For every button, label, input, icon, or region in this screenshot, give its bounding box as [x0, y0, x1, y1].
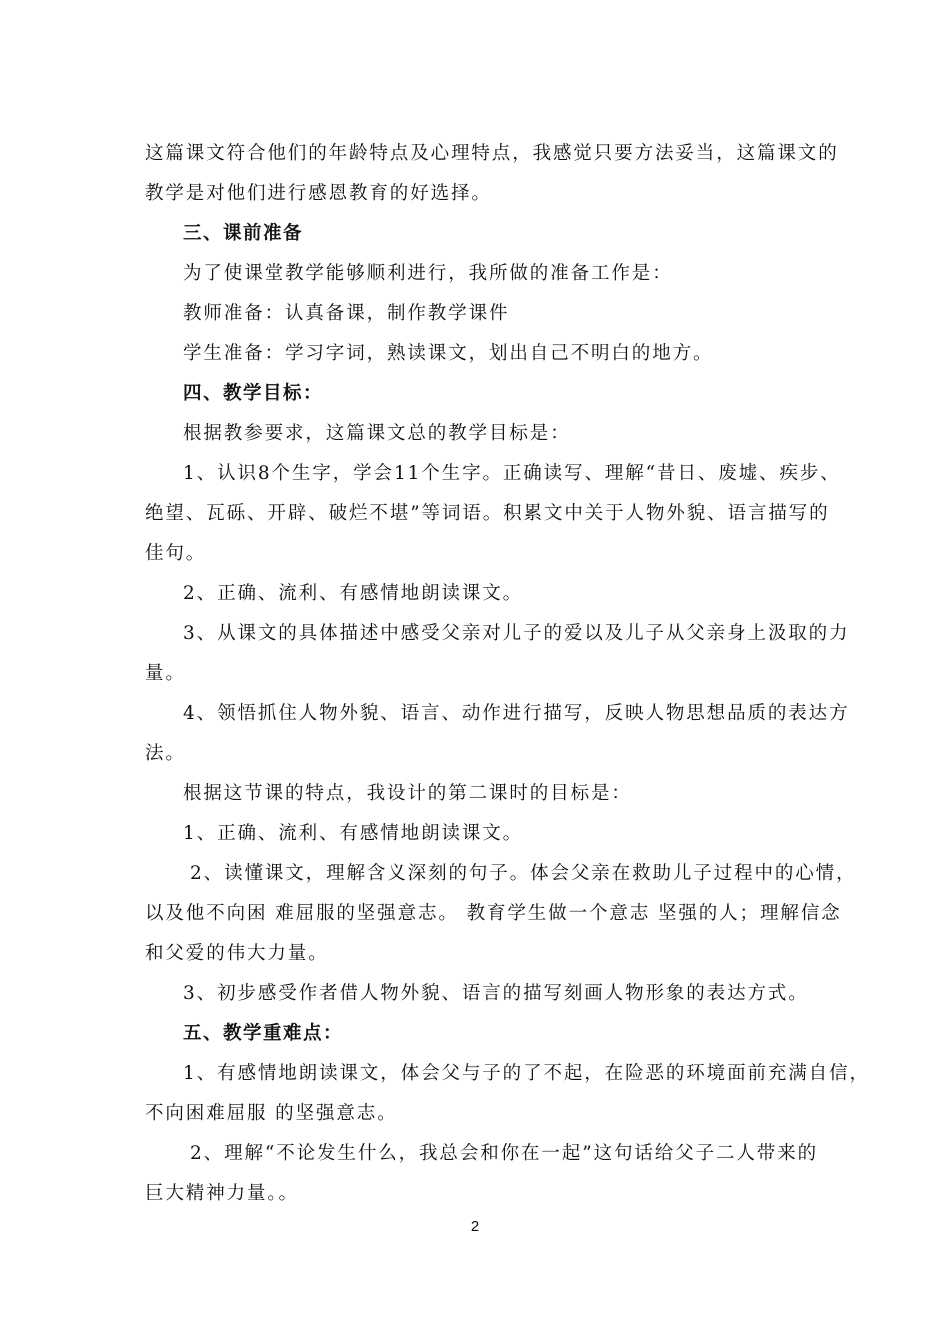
body-line: 1、有感情地朗读课文，体会父与子的了不起，在险恶的环境面前充满自信，: [183, 1063, 870, 1084]
body-line: 3、从课文的具体描述中感受父亲对儿子的爱以及儿子从父亲身上汲取的力: [183, 623, 850, 644]
body-line: 绝望、瓦砾、开辟、破烂不堪”等词语。积累文中关于人物外貌、语言描写的: [145, 503, 830, 524]
body-line: 学生准备：学习字词，熟读课文，划出自己不明白的地方。: [183, 343, 714, 364]
page-number: 2: [470, 1218, 480, 1235]
section-heading: 五、教学重难点：: [183, 1023, 344, 1044]
body-line: 1、正确、流利、有感情地朗读课文。: [183, 823, 524, 844]
body-line: 以及他不向困 难屈服的坚强意志。 教育学生做一个意志 坚强的人；理解信念: [145, 903, 842, 924]
body-line: 不向困难屈服 的坚强意志。: [145, 1103, 398, 1124]
body-line: 和父爱的伟大力量。: [145, 943, 329, 964]
body-line: 巨大精神力量。。: [145, 1183, 299, 1204]
body-line: 法。: [145, 743, 186, 764]
body-line: 根据教参要求，这篇课文总的教学目标是：: [183, 423, 571, 444]
body-line: 教师准备：认真备课，制作教学课件: [183, 303, 510, 324]
body-line: 2、读懂课文，理解含义深刻的句子。体会父亲在救助儿子过程中的心情，: [190, 863, 857, 884]
section-heading: 四、教学目标：: [183, 383, 324, 404]
body-line: 量。: [145, 663, 186, 684]
body-line: 1、认识8个生字，学会11个生字。正确读写、理解“昔日、废墟、疾步、: [183, 463, 841, 484]
body-line: 佳句。: [145, 543, 207, 564]
body-line: 根据这节课的特点，我设计的第二课时的目标是：: [183, 783, 632, 804]
body-line: 4、领悟抓住人物外貌、语言、动作进行描写，反映人物思想品质的表达方: [183, 703, 850, 724]
body-line: 为了使课堂教学能够顺利进行，我所做的准备工作是：: [183, 263, 673, 284]
body-line: 教学是对他们进行感恩教育的好选择。: [145, 183, 492, 204]
section-heading: 三、课前准备: [183, 223, 304, 244]
body-line: 2、正确、流利、有感情地朗读课文。: [183, 583, 524, 604]
body-line: 这篇课文符合他们的年龄特点及心理特点，我感觉只要方法妥当，这篇课文的: [145, 143, 839, 164]
body-line: 2、理解“不论发生什么，我总会和你在一起”这句话给父子二人带来的: [190, 1143, 818, 1164]
body-line: 3、初步感受作者借人物外貌、语言的描写刻画人物形象的表达方式。: [183, 983, 809, 1004]
